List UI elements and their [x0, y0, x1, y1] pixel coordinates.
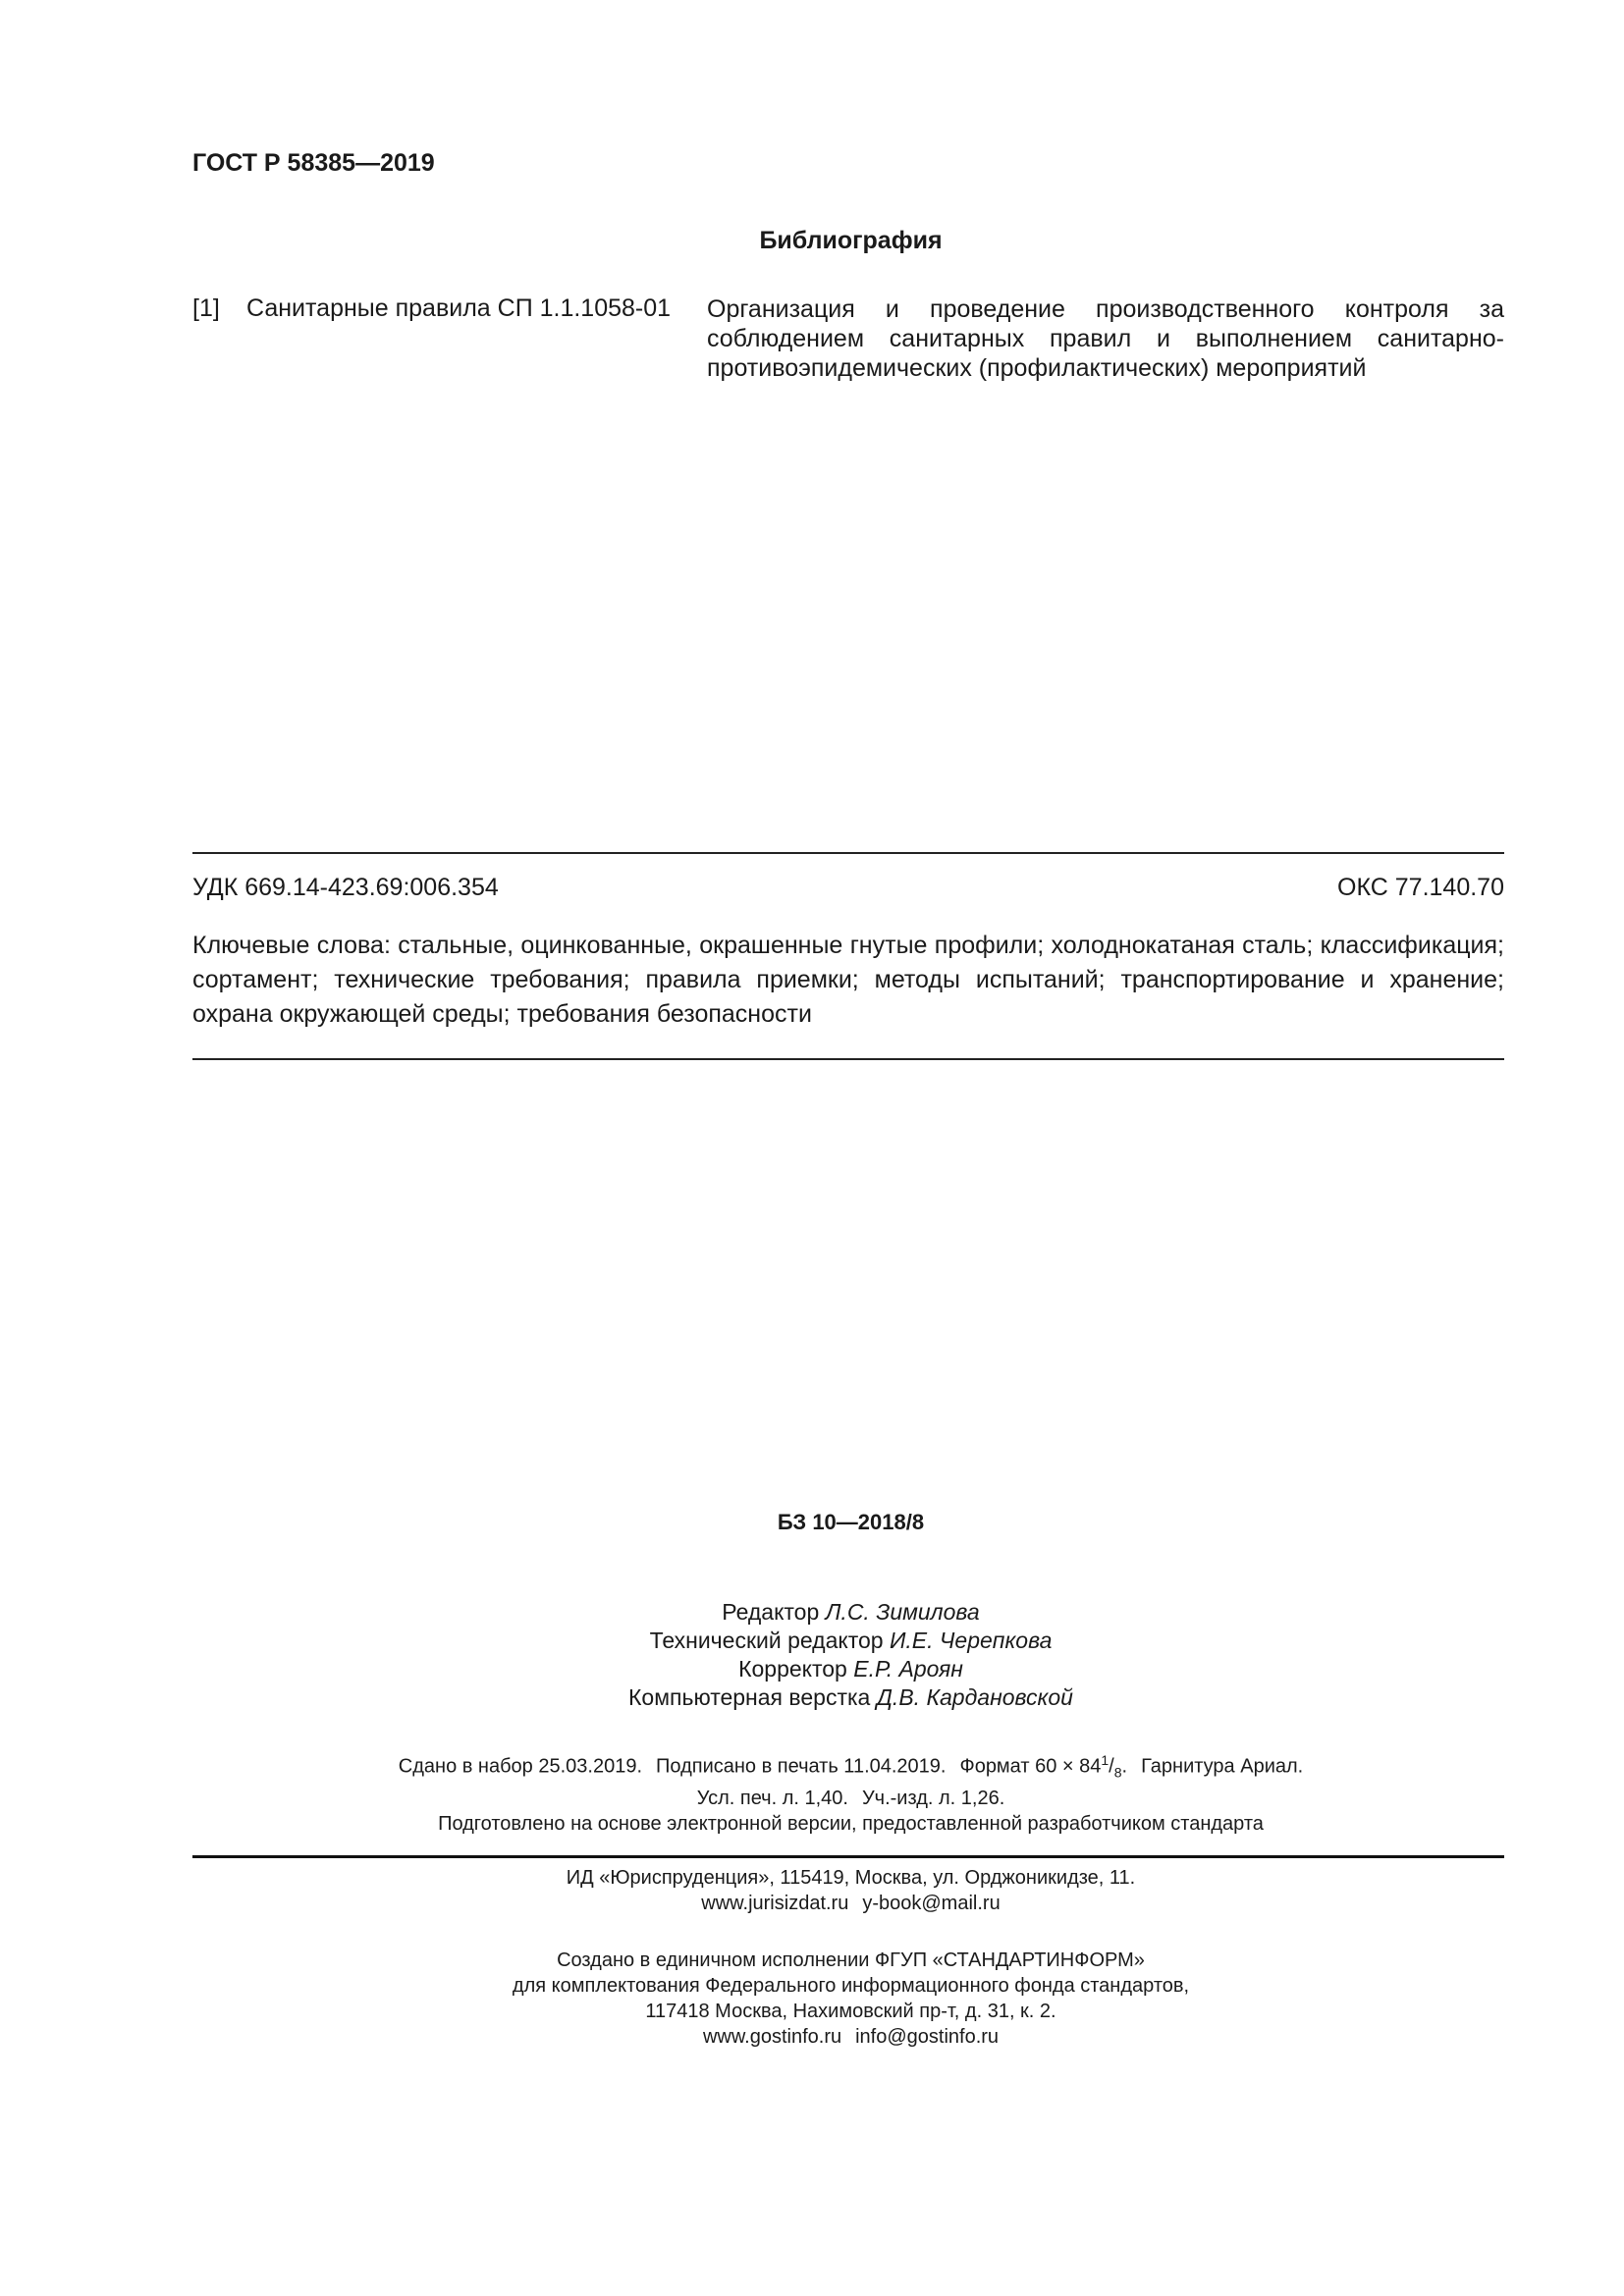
udk-code: УДК 669.14-423.69:006.354: [192, 874, 499, 901]
bibliography-entry-source: Санитарные правила СП 1.1.1058-01: [246, 294, 672, 322]
credit-layout: Компьютерная верстка Д.В. Кардановской: [628, 1684, 1073, 1710]
standard-number: ГОСТ Р 58385—2019: [192, 149, 435, 177]
publisher-contacts: [0, 1891, 1624, 1916]
print-info-line2: Усл. печ. л. 1,40. Уч.-изд. л. 1,26.: [696, 1787, 1005, 1809]
created-info: [0, 1948, 1624, 2050]
print-info: [0, 1747, 1624, 1837]
oks-code: ОКС 77.140.70: [1337, 874, 1504, 901]
print-info-line1: Сдано в набор 25.03.2019. Подписано в печать 11.04.2019. Формат $60 \times 84^1/_8$. Гарнитура Ариал.: [398, 1752, 1304, 1781]
credit-editor: Редактор Л.С. Зимилова: [722, 1599, 980, 1625]
publisher-address: ИД «Юриспруденция», 115419, Москва, ул. Орджоникидзе, 11.: [566, 1867, 1136, 1889]
bz-number: БЗ 10—2018/8: [777, 1510, 925, 1534]
print-info-prepared: Подготовлено на основе электронной версии, предоставленной разработчиком стандарта: [438, 1812, 1264, 1835]
divider-top: [192, 852, 1504, 854]
bibliography-entry-number: [1]: [192, 294, 220, 322]
created-line1: Создано в единичном исполнении ФГУП «СТАНДАРТИНФОРМ»: [557, 1949, 1145, 1971]
publisher-site[interactable]: www.jurisizdat.ru: [701, 1893, 849, 1914]
bibliography-entry-description: Организация и проведение производственного контроля за соблюдением санитарных правил и выполнением санитарно-противоэпидемических (профилактических) мероприятий: [707, 295, 1504, 382]
created-contacts: [0, 2024, 1624, 2050]
created-line2: для комплектования Федерального информационного фонда стандартов,: [512, 1975, 1190, 1997]
divider-bottom: [192, 1855, 1504, 1858]
bibliography-title: Библиография: [759, 227, 943, 254]
publisher-email[interactable]: y-book@mail.ru: [862, 1893, 1001, 1914]
created-email[interactable]: info@gostinfo.ru: [855, 2026, 1000, 2048]
keywords: Ключевые слова: стальные, оцинкованные, окрашенные гнутые профили; холоднокатаная сталь; классификация; сортамент; технические требования; правила приемки; методы испытаний; транспортирование и хранение; охрана окружающей среды; требования безопасности: [192, 932, 1504, 1028]
credit-tech-editor: Технический редактор И.Е. Черепкова: [649, 1628, 1053, 1653]
created-site[interactable]: www.gostinfo.ru: [702, 2026, 842, 2048]
credits: [0, 1598, 1624, 1712]
credit-corrector: Корректор Е.Р. Ароян: [738, 1656, 963, 1682]
divider-middle: [192, 1058, 1504, 1060]
created-line3: 117418 Москва, Нахимовский пр-т, д. 31, к. 2.: [645, 2001, 1056, 2022]
publisher-info: [0, 1865, 1624, 1916]
